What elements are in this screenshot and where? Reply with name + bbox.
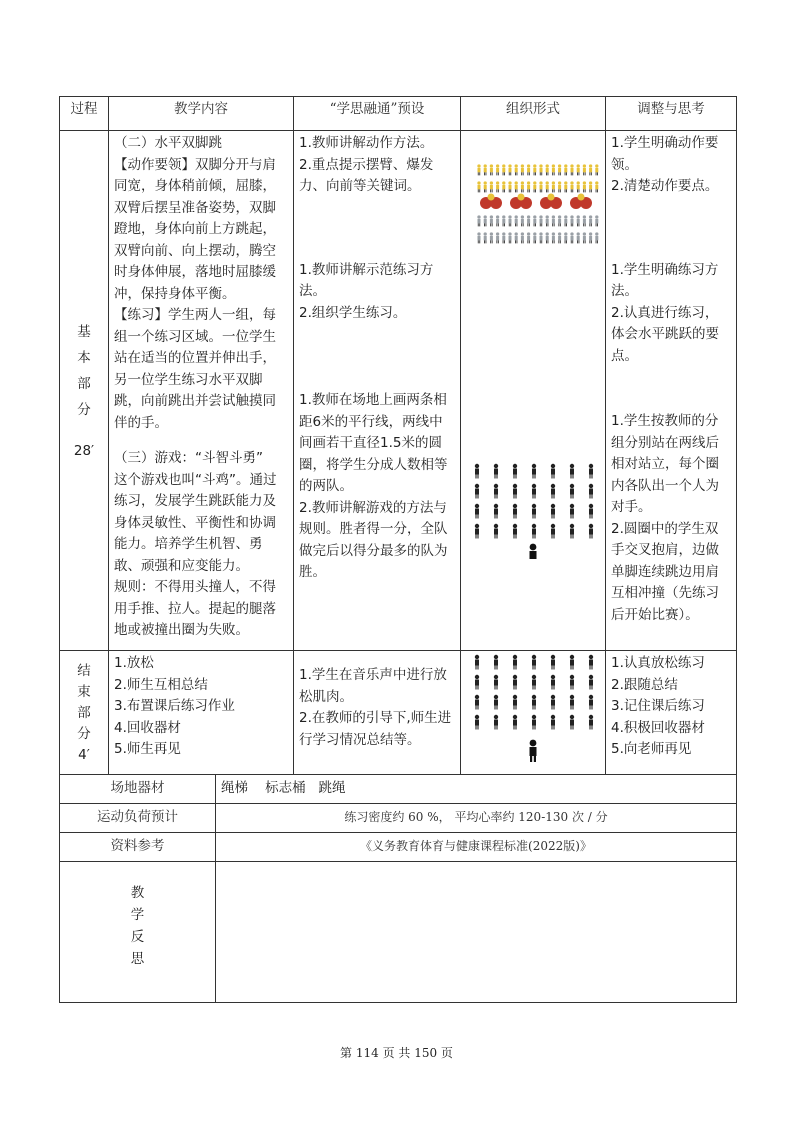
student-figure-icon [551, 675, 555, 690]
student-figure-icon [475, 504, 479, 519]
student-figure-icon [496, 181, 499, 192]
student-figure-icon [533, 164, 536, 175]
student-figure-icon [494, 504, 498, 519]
reference-label: 资料参考 [60, 833, 216, 862]
student-figure-icon [552, 164, 555, 175]
student-figure-icon [515, 232, 518, 243]
ending-label-chars [76, 661, 92, 745]
ending-content: 1.放松 2.师生互相总结 3.布置课后练习作业 4.回收器材 5.师生再见 [114, 655, 235, 757]
student-figure-icon [583, 181, 586, 192]
load-row [60, 804, 737, 833]
student-figure-icon [570, 695, 574, 710]
teacher-icon [530, 740, 537, 762]
basic-label-chars [76, 319, 92, 423]
student-figure-icon [583, 215, 586, 226]
ending-adjust-cell [606, 651, 737, 775]
student-figure-icon [570, 655, 574, 670]
student-figure-icon [577, 215, 580, 226]
student-figure-icon [508, 164, 511, 175]
reflection-char: 思 [130, 951, 145, 967]
student-figure-icon [515, 164, 518, 175]
student-figure-icon [532, 655, 536, 670]
student-figure-icon [533, 181, 536, 192]
paired-students-icon [480, 194, 502, 210]
reflection-char: 学 [130, 907, 145, 923]
student-figure-icon [577, 232, 580, 243]
page-footer: 第 114 页 共 150 页 [340, 1046, 453, 1060]
paired-students-icon [540, 194, 562, 210]
student-figure-icon [521, 215, 524, 226]
student-figure-icon [513, 484, 517, 499]
student-figure-icon [475, 484, 479, 499]
student-figure-icon [595, 164, 598, 175]
ending-section-label [60, 651, 109, 775]
header-organization: 组织形式 [461, 97, 606, 131]
student-figure-icon [551, 695, 555, 710]
basic-adjust-2: 1.学生明确练习方法。 2.认真进行练习，体会水平跳跃的要点。 [611, 261, 719, 364]
student-figure-icon [589, 655, 593, 670]
basic-label-char: 部 [77, 375, 91, 392]
student-figure-icon [532, 695, 536, 710]
student-figure-icon [513, 524, 517, 539]
student-figure-icon [552, 181, 555, 192]
student-figure-icon [570, 524, 574, 539]
basic-organization-cell [461, 131, 606, 651]
student-figure-icon [494, 484, 498, 499]
student-figure-icon [570, 215, 573, 226]
student-figure-icon [589, 215, 592, 226]
student-figure-icon [532, 504, 536, 519]
header-preset: “学思融通”预设 [294, 97, 461, 131]
student-figure-icon [589, 504, 593, 519]
student-figure-icon [513, 504, 517, 519]
basic-content-game: （三）游戏：“斗智斗勇” 这个游戏也叫“斗鸡”。通过练习，发展学生跳跃能力及身体灵敏性、平衡性和协调能力。培养学生机智、勇敢、顽强和应变能力。 规则：不得用头撞人，不得用手推、拉人。提起的腿落地或被撞出圈为失败。 [114, 450, 277, 638]
student-figure-icon [583, 232, 586, 243]
ending-label-char: 分 [77, 726, 91, 743]
student-figure-icon [475, 675, 479, 690]
student-figure-icon [570, 181, 573, 192]
student-figure-icon [564, 181, 567, 192]
basic-content-jump: （二）水平双脚跳 【动作要领】双脚分开与肩同宽，身体稍前倾，屈膝，双臂后摆呈准备姿势，双脚蹬地，身体向前上方跳起，双臂向前、向上摆动，腾空时身体伸展，落地时屈膝缓冲，保持身体平衡。 【练习】学生两人一组，每组一个练习区域。一位学生站在适当的位置并伸出手，另一位学生练习水平双脚跳，向前跳出并尝试触摸同伴的手。 [114, 135, 276, 431]
student-figure-icon [539, 181, 542, 192]
student-figure-icon [552, 215, 555, 226]
ending-section-row [60, 651, 737, 775]
student-figure-icon [546, 181, 549, 192]
student-figure-icon [546, 232, 549, 243]
student-figure-icon [502, 232, 505, 243]
formation-game-diagram [461, 439, 606, 559]
student-figure-icon [551, 524, 555, 539]
ending-label-char: 束 [77, 684, 91, 701]
reflection-row [60, 862, 737, 1003]
student-figure-icon [564, 232, 567, 243]
student-figure-icon [477, 181, 480, 192]
formation-ending-diagram [461, 651, 606, 769]
basic-label-char: 本 [77, 349, 91, 366]
student-figure-icon [583, 164, 586, 175]
student-figure-icon [551, 504, 555, 519]
reflection-label-cell [60, 862, 216, 1003]
student-figure-icon [589, 464, 593, 479]
student-figure-icon [532, 464, 536, 479]
basic-duration: 28′ [73, 442, 95, 459]
student-figure-icon [508, 181, 511, 192]
ending-adjust: 1.认真放松练习 2.跟随总结 3.记住课后练习 4.积极回收器材 5.向老师再见 [611, 655, 705, 757]
student-figure-icon [589, 715, 593, 730]
student-figure-icon [570, 164, 573, 175]
student-figure-icon [475, 655, 479, 670]
table-header-row [60, 97, 737, 131]
student-figure-icon [484, 181, 487, 192]
header-adjust: 调整与思考 [606, 97, 737, 131]
student-figure-icon [513, 675, 517, 690]
student-figure-icon [477, 215, 480, 226]
student-figure-icon [558, 215, 561, 226]
student-figure-icon [570, 464, 574, 479]
student-figure-icon [490, 181, 493, 192]
student-figure-icon [532, 715, 536, 730]
student-figure-icon [570, 484, 574, 499]
basic-section-label [60, 131, 109, 651]
ending-duration: 4′ [78, 746, 90, 763]
student-figure-icon [496, 215, 499, 226]
student-figure-icon [564, 164, 567, 175]
basic-label-char: 分 [77, 401, 91, 418]
student-figure-icon [546, 215, 549, 226]
student-figure-icon [494, 715, 498, 730]
student-figure-icon [595, 215, 598, 226]
student-figure-icon [533, 215, 536, 226]
student-figure-icon [477, 164, 480, 175]
basic-adjust-cell [606, 131, 737, 651]
info-table [59, 774, 737, 1003]
lesson-table [59, 96, 737, 775]
paired-students-icon [510, 194, 532, 210]
student-figure-icon [551, 715, 555, 730]
student-figure-icon [570, 715, 574, 730]
ending-content-cell [109, 651, 294, 775]
student-figure-icon [494, 655, 498, 670]
basic-preset-2: 1.教师讲解示范练习方法。 2.组织学生练习。 [299, 261, 434, 321]
basic-label-char: 基 [77, 323, 91, 340]
basic-content-cell [109, 131, 294, 651]
student-figure-icon [521, 181, 524, 192]
student-figure-icon [475, 464, 479, 479]
student-figure-icon [508, 215, 511, 226]
student-figure-icon [595, 232, 598, 243]
student-figure-icon [527, 232, 530, 243]
ending-label-char: 结 [77, 663, 91, 680]
student-figure-icon [570, 675, 574, 690]
student-figure-icon [589, 524, 593, 539]
student-figure-icon [515, 181, 518, 192]
reflection-content-cell [216, 862, 737, 1003]
basic-adjust-3: 1.学生按教师的分组分别站在两线后相对站立，每个圈内各队出一个人为对手。 2.圆圈中的学生双手交叉抱肩，边做单脚连续跳边用肩互相冲撞（先练习后开始比赛）。 [611, 413, 719, 623]
student-figure-icon [513, 715, 517, 730]
student-figure-icon [490, 232, 493, 243]
student-figure-icon [589, 695, 593, 710]
ending-organization-cell [461, 651, 606, 775]
student-figure-icon [494, 524, 498, 539]
student-figure-icon [532, 675, 536, 690]
equipment-value: 绳梯 标志桶 跳绳 [216, 775, 737, 804]
basic-preset-3: 1.教师在场地上画两条相距6米的平行线，两线中间画若干直径1.5米的圆圈，将学生分成人数相等的两队。 2.教师讲解游戏的方法与规则。胜者得一分，全队做完后以得分最多的队为胜。 [299, 392, 448, 580]
student-figure-icon [589, 675, 593, 690]
student-figure-icon [513, 655, 517, 670]
student-figure-icon [496, 232, 499, 243]
header-process: 过程 [60, 97, 109, 131]
student-figure-icon [552, 232, 555, 243]
reflection-char: 教 [130, 885, 145, 901]
student-figure-icon [539, 232, 542, 243]
ending-preset: 1.学生在音乐声中进行放松肌肉。 2.在教师的引导下,师生进行学习情况总结等。 [299, 667, 452, 748]
student-figure-icon [508, 232, 511, 243]
student-figure-icon [532, 484, 536, 499]
basic-preset-cell [294, 131, 461, 651]
equipment-row [60, 775, 737, 804]
student-figure-icon [539, 215, 542, 226]
student-figure-icon [533, 232, 536, 243]
student-figure-icon [496, 164, 499, 175]
student-figure-icon [527, 215, 530, 226]
student-figure-icon [570, 504, 574, 519]
basic-adjust-1: 1.学生明确动作要领。 2.清楚动作要点。 [611, 135, 719, 194]
student-figure-icon [494, 464, 498, 479]
student-figure-icon [551, 464, 555, 479]
ending-label-char: 部 [77, 705, 91, 722]
student-figure-icon [502, 181, 505, 192]
student-figure-icon [558, 181, 561, 192]
student-figure-icon [527, 181, 530, 192]
student-figure-icon [494, 675, 498, 690]
equipment-label: 场地器材 [60, 775, 216, 804]
student-figure-icon [475, 695, 479, 710]
student-figure-icon [477, 232, 480, 243]
student-figure-icon [515, 215, 518, 226]
student-figure-icon [521, 232, 524, 243]
student-figure-icon [521, 164, 524, 175]
student-figure-icon [513, 464, 517, 479]
student-figure-icon [546, 164, 549, 175]
header-content: 教学内容 [109, 97, 294, 131]
student-figure-icon [558, 232, 561, 243]
student-figure-icon [595, 181, 598, 192]
student-figure-icon [551, 655, 555, 670]
student-figure-icon [589, 232, 592, 243]
student-figure-icon [494, 695, 498, 710]
student-figure-icon [532, 524, 536, 539]
student-figure-icon [570, 232, 573, 243]
student-figure-icon [577, 181, 580, 192]
student-figure-icon [527, 164, 530, 175]
student-figure-icon [484, 164, 487, 175]
student-figure-icon [539, 164, 542, 175]
basic-preset-1: 1.教师讲解动作方法。 2.重点提示摆臂、爆发力、向前等关键词。 [299, 135, 434, 194]
reference-row [60, 833, 737, 862]
student-figure-icon [475, 524, 479, 539]
student-figure-icon [577, 164, 580, 175]
basic-section-row [60, 131, 737, 651]
student-figure-icon [502, 215, 505, 226]
student-figure-icon [502, 164, 505, 175]
paired-students-icon [570, 194, 592, 210]
student-figure-icon [490, 164, 493, 175]
reference-value: 《义务教育体育与健康课程标准(2022版)》 [216, 833, 737, 862]
student-figure-icon [589, 484, 593, 499]
load-value: 练习密度约 60 %， 平均心率约 120-130 次 / 分 [216, 804, 737, 833]
ending-preset-cell [294, 651, 461, 775]
student-figure-icon [475, 715, 479, 730]
student-figure-icon [513, 695, 517, 710]
formation-crowd-diagram [461, 131, 606, 251]
teacher-icon [530, 544, 537, 559]
student-figure-icon [551, 484, 555, 499]
student-figure-icon [484, 232, 487, 243]
student-figure-icon [484, 215, 487, 226]
reflection-label [129, 882, 147, 970]
lesson-plan-page [59, 96, 736, 1003]
load-label: 运动负荷预计 [60, 804, 216, 833]
student-figure-icon [589, 164, 592, 175]
student-figure-icon [589, 181, 592, 192]
student-figure-icon [490, 215, 493, 226]
student-figure-icon [564, 215, 567, 226]
reflection-char: 反 [130, 929, 145, 945]
student-figure-icon [558, 164, 561, 175]
